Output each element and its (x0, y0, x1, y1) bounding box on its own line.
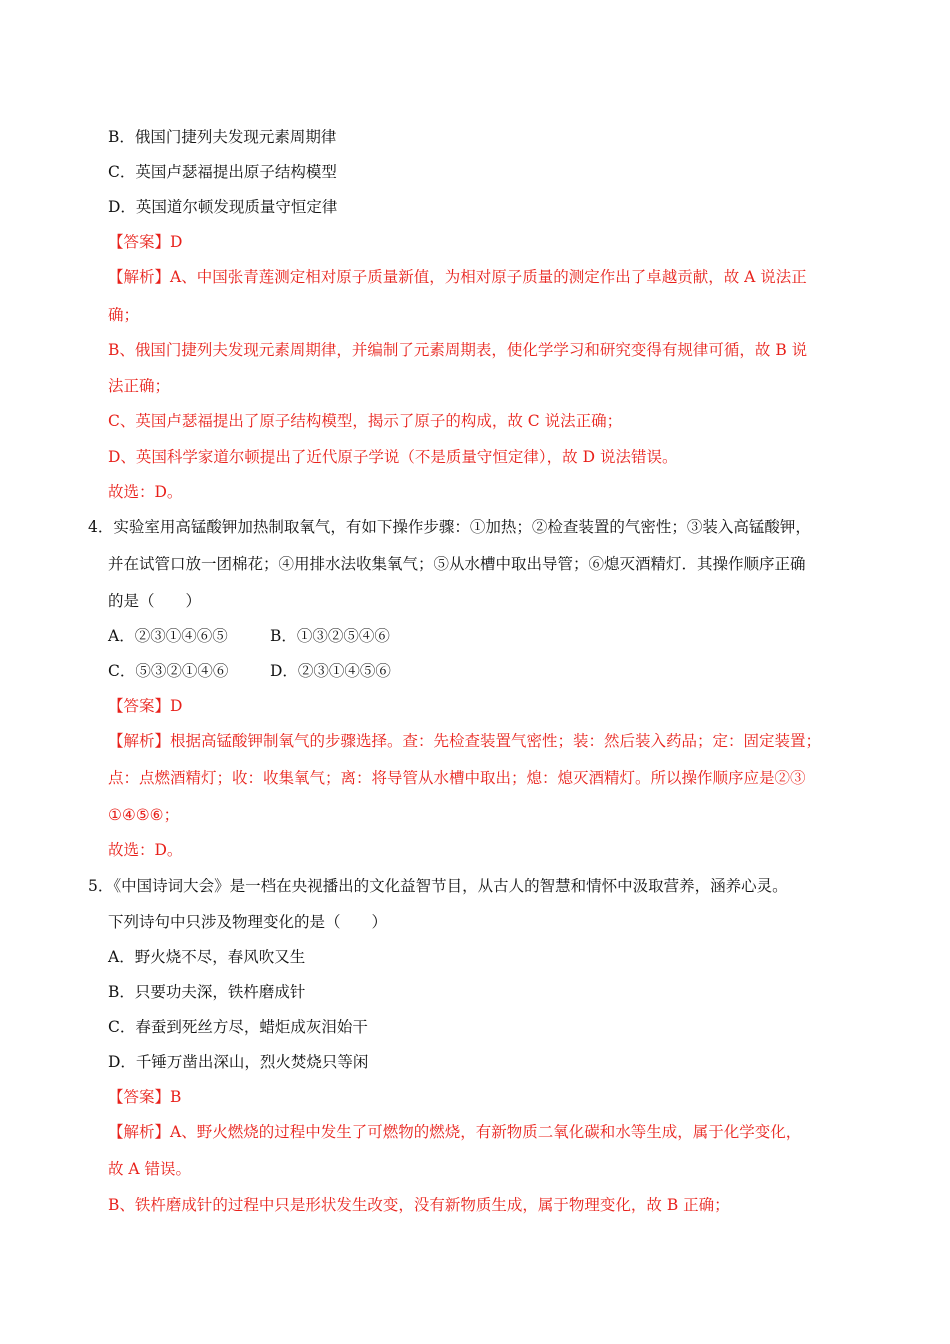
q3-explanation-3: C、英国卢瑟福提出了原子结构模型，揭示了原子的构成，故 C 说法正确； (108, 412, 623, 430)
q5-stem-2: 下列诗句中只涉及物理变化的是（ ） (108, 913, 388, 931)
q3-explanation-4: D、英国科学家道尔顿提出了近代原子学说（不是质量守恒定律），故 D 说法错误。 (108, 448, 678, 466)
q4-option-a: A．②③①④⑥⑤ (108, 627, 228, 645)
q4-stem-2: 并在试管口放一团棉花；④用排水法收集氧气；⑤从水槽中取出导管；⑥熄灭酒精灯．其操作顺序正确 (108, 555, 806, 573)
q3-answer: 【答案】D (108, 233, 183, 251)
q3-option-b: B．俄国门捷列夫发现元素周期律 (108, 128, 337, 146)
q5-option-a: A．野火烧不尽，春风吹又生 (108, 948, 306, 966)
q5-explanation-1: 【解析】A、野火燃烧的过程中发生了可燃物的燃烧，有新物质二氧化碳和水等生成，属于化学变化， (108, 1123, 802, 1141)
q3-explanation-1: 【解析】A、中国张青莲测定相对原子质量新值，为相对原子质量的测定作出了卓越贡献，故 A 说法正 (108, 268, 807, 286)
q4-stem-1: 4．实验室用高锰酸钾加热制取氧气，有如下操作步骤：①加热；②检查装置的气密性；③装入高锰酸钾， (88, 518, 811, 536)
q5-explanation-2: B、铁杵磨成针的过程中只是形状发生改变，没有新物质生成，属于物理变化，故 B 正确； (108, 1196, 730, 1214)
q4-option-b: B．①③②⑤④⑥ (270, 627, 390, 645)
q3-explanation-2: B、俄国门捷列夫发现元素周期律，并编制了元素周期表，使化学学习和研究变得有规律可循，故 B 说 (108, 341, 808, 359)
q4-stem-3: 的是（ ） (108, 592, 202, 610)
q4-choice: 故选：D。 (108, 841, 183, 859)
q5-option-b: B．只要功夫深，铁杵磨成针 (108, 983, 306, 1001)
q4-explanation-3: ①④⑤⑥； (108, 806, 180, 824)
q3-option-c: C．英国卢瑟福提出原子结构模型 (108, 163, 337, 181)
q5-stem-1: 5．《中国诗词大会》是一档在央视播出的文化益智节目，从古人的智慧和情怀中汲取营养，涵养心灵。 (88, 877, 788, 895)
q5-option-d: D．千锤万凿出深山，烈火焚烧只等闲 (108, 1053, 369, 1071)
q4-answer: 【答案】D (108, 697, 183, 715)
q4-explanation-1: 【解析】根据高锰酸钾制氧气的步骤选择。查：先检查装置气密性；装：然后装入药品；定：固定装置； (108, 732, 822, 750)
q4-option-c: C．⑤③②①④⑥ (108, 662, 229, 680)
q4-option-d: D．②③①④⑤⑥ (270, 662, 391, 680)
q3-option-d: D．英国道尔顿发现质量守恒定律 (108, 198, 338, 216)
q3-choice: 故选：D。 (108, 483, 183, 501)
q5-answer: 【答案】B (108, 1088, 182, 1106)
q5-option-c: C．春蚕到死丝方尽，蜡炬成灰泪始干 (108, 1018, 368, 1036)
q5-explanation-1b: 故 A 错误。 (108, 1160, 192, 1178)
q3-explanation-1b: 确； (108, 306, 140, 324)
q3-explanation-2b: 法正确； (108, 377, 171, 395)
q4-explanation-2: 点：点燃酒精灯；收：收集氧气；离：将导管从水槽中取出；熄：熄灭酒精灯。所以操作顺序应是②③ (108, 769, 806, 787)
